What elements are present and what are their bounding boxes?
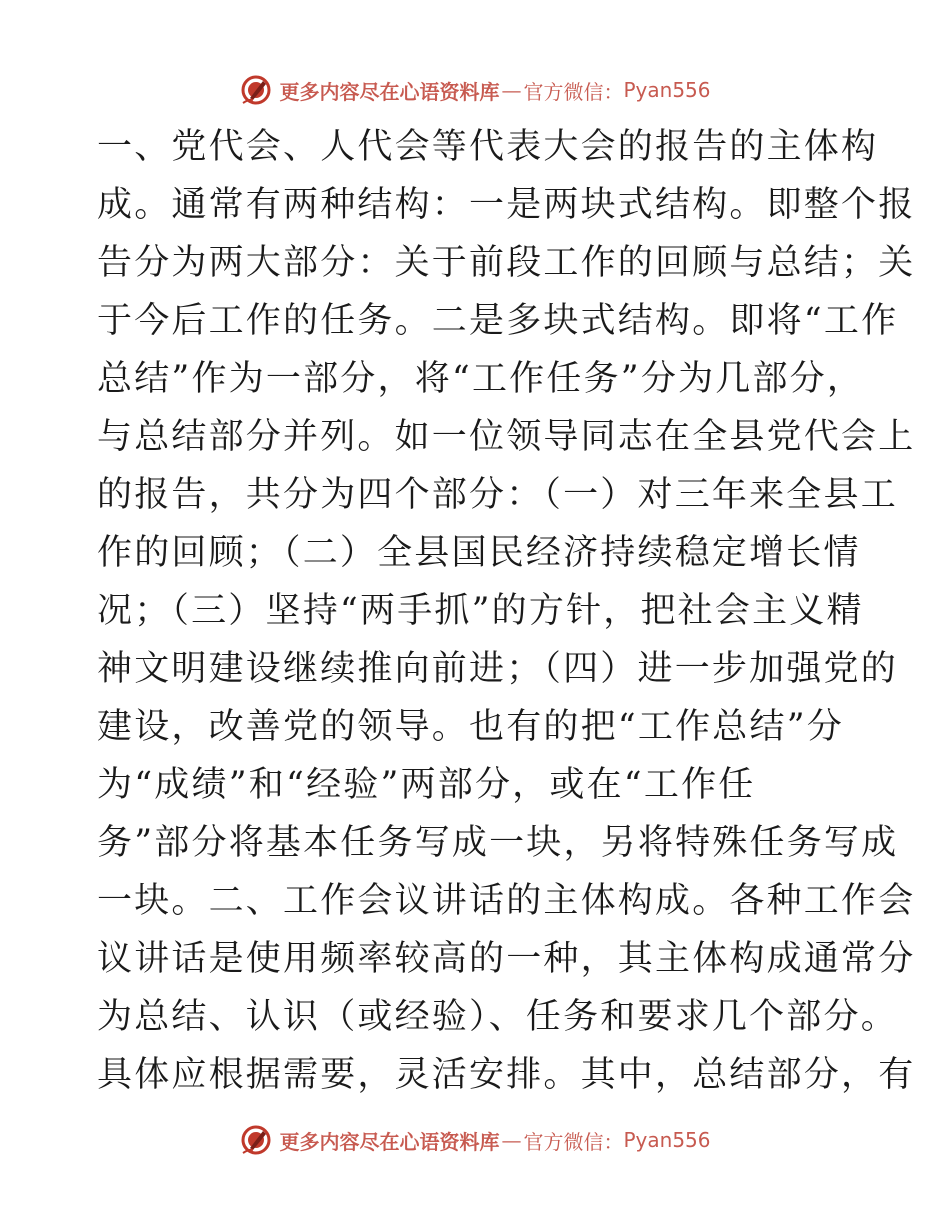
text-line: 作的回顾；（二）全县国民经济持续稳定增长情 [97,533,861,573]
text-line: 告分为两大部分：关于前段工作的回顾与总结；关 [97,243,916,283]
text-line: 具体应根据需要，灵活安排。其中，总结部分，有 [97,1055,916,1095]
banner-wechat-id: Pyan556 [623,1128,711,1152]
text-line: 总结”作为一部分，将“工作任务”分为几部分， [97,359,865,399]
text-line: 为“成绩”和“经验”两部分，或在“工作任 [97,765,756,805]
text-line: 神文明建设继续推向前进；（四）进一步加强党的 [97,649,898,689]
text-line: 成。通常有两种结构：一是两块式结构。即整个报 [97,185,916,225]
text-line: 一块。二、工作会议讲话的主体构成。各种工作会 [97,881,916,921]
text-line: 的报告，共分为四个部分：（一）对三年来全县工 [97,475,898,515]
banner-wechat-id: Pyan556 [623,78,711,102]
text-line: 于今后工作的任务。二是多块式结构。即将“工作 [97,301,899,341]
red-wax-seal-pen-icon [239,73,273,107]
banner-wechat-label: 官方微信： [523,79,624,104]
text-line: 况；（三）坚持“两手抓”的方针，把社会主义精 [97,591,864,631]
text-line: 与总结部分并列。如一位领导同志在全县党代会上 [97,417,916,457]
banner-wechat-label: 官方微信： [523,1129,624,1154]
text-line: 为总结、认识（或经验）、任务和要求几个部分。 [97,997,898,1037]
text-line: 建设，改善党的领导。也有的把“工作总结”分 [97,707,844,747]
banner-separator: — [501,78,522,102]
banner-brand-text: 更多内容尽在心语资料库 [279,1129,500,1154]
text-line: 务”部分将基本任务写成一块，另将特殊任务写成 [97,823,899,863]
banner-separator: — [501,1128,522,1152]
text-line: 议讲话是使用频率较高的一种，其主体构成通常分 [97,939,916,979]
footer-banner[interactable] [0,1120,950,1160]
text-line: 一、党代会、人代会等代表大会的报告的主体构 [97,127,879,167]
document-body [97,118,916,1104]
red-wax-seal-pen-icon [239,1123,273,1157]
banner-brand-text: 更多内容尽在心语资料库 [279,79,500,104]
header-banner[interactable] [0,70,950,110]
